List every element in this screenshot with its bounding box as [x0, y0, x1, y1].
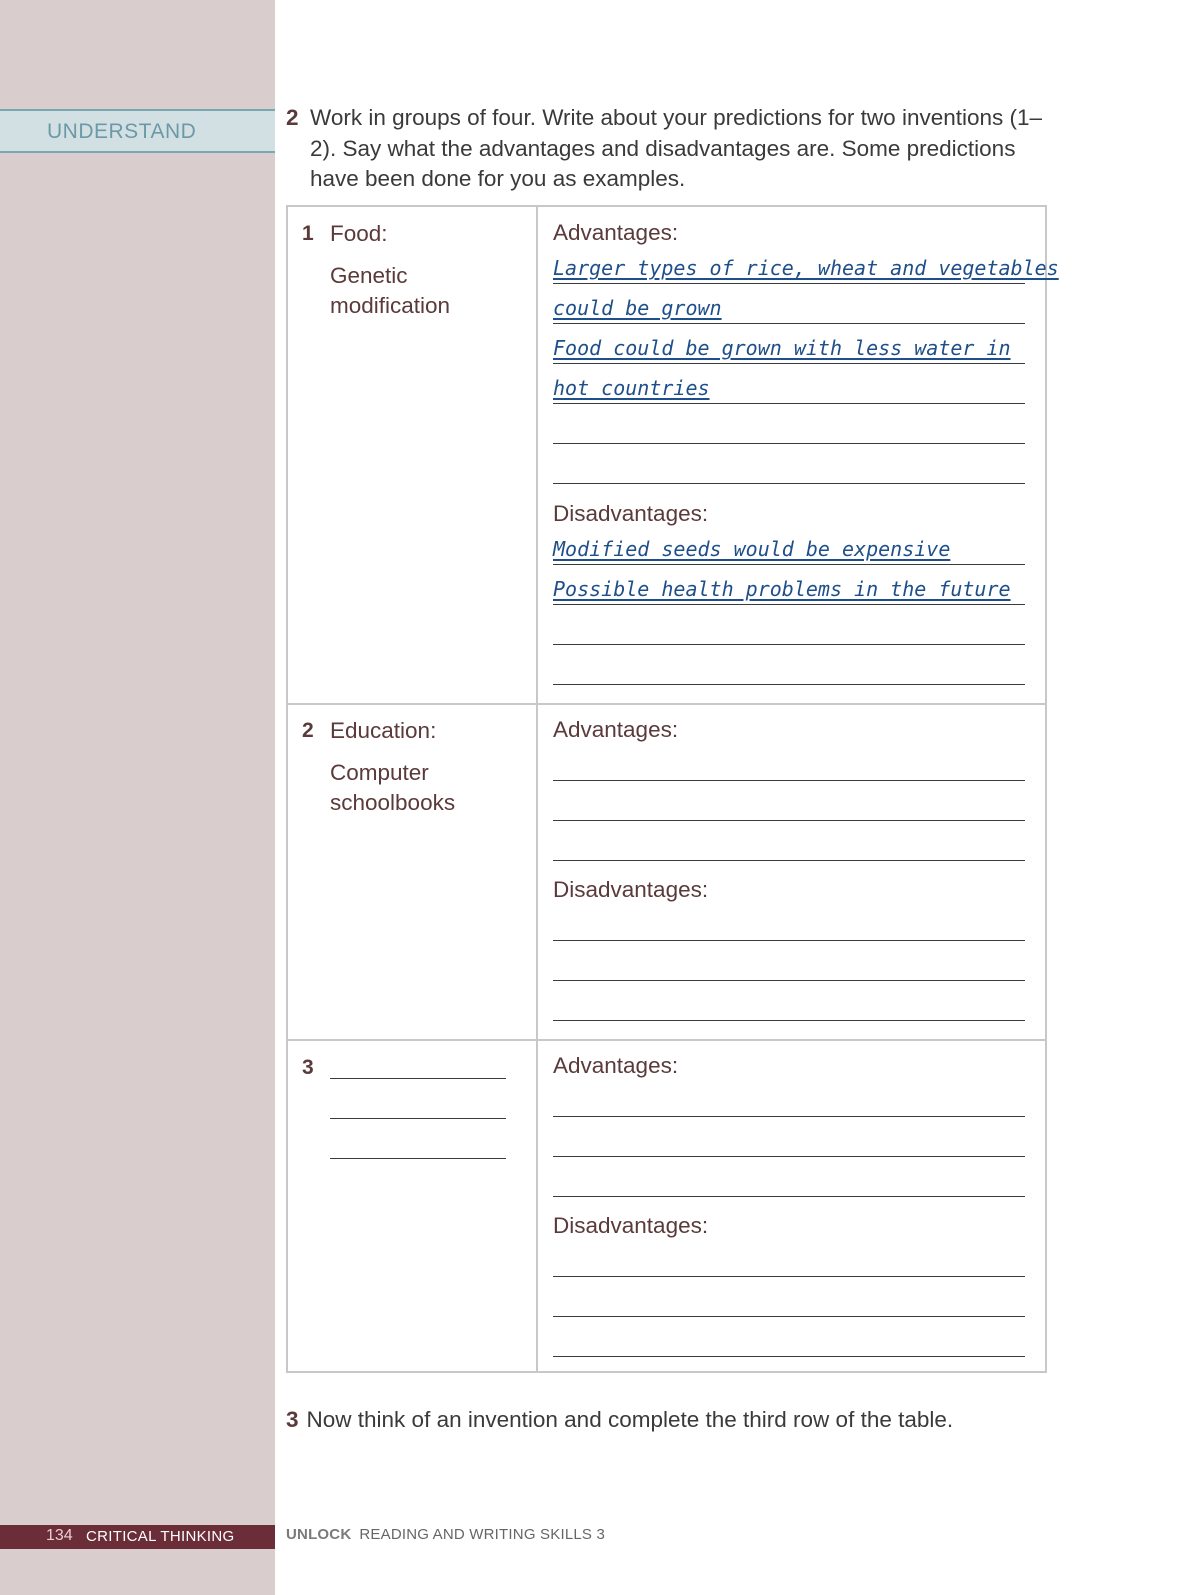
- row-1-advantage-entry: Larger types of rice, wheat and vegetables: [553, 256, 1059, 280]
- answer-line[interactable]: [553, 860, 1025, 861]
- answer-line[interactable]: [553, 820, 1025, 821]
- row-divider: [288, 703, 1045, 705]
- row-divider: [288, 1039, 1045, 1041]
- footer-section-bar: [0, 1525, 275, 1549]
- answer-line[interactable]: [553, 604, 1025, 605]
- row-1-advantages-label: Advantages:: [553, 220, 679, 245]
- answer-line[interactable]: [553, 980, 1025, 981]
- exercise-3-instruction: [286, 1407, 1046, 1433]
- answer-line[interactable]: [553, 403, 1025, 404]
- answer-line[interactable]: [553, 780, 1025, 781]
- row-1-advantage-entry: could be grown: [553, 296, 722, 320]
- row-1-advantage-entry: Food could be grown with less water in: [553, 336, 1011, 360]
- topic-answer-line[interactable]: [330, 1118, 506, 1119]
- brand-logo: UNLOCK: [286, 1526, 352, 1543]
- row-1-disadvantage-entry: Modified seeds would be expensive: [553, 537, 951, 561]
- row-1-disadvantage-entry: Possible health problems in the future: [553, 577, 1011, 601]
- row-1-detail: Genetic: [330, 263, 408, 288]
- exercise-2-text: Work in groups of four. Write about your predictions for two inventions (1–2). Say what the advantages and disadvantages are. Some predictions have been done for you as examples.: [310, 105, 1043, 191]
- exercise-3-number: 3: [286, 1407, 299, 1432]
- footer-book-title: [286, 1526, 605, 1543]
- answer-line[interactable]: [553, 644, 1025, 645]
- answer-line[interactable]: [553, 443, 1025, 444]
- row-1-disadvantages-label: Disadvantages:: [553, 501, 709, 526]
- exercise-3-text: Now think of an invention and complete the third row of the table.: [306, 1407, 954, 1432]
- answer-line[interactable]: [553, 1116, 1025, 1117]
- exercise-2-instruction: [286, 103, 1046, 195]
- row-3-advantages-label: Advantages:: [553, 1053, 679, 1078]
- row-1-advantage-entry: hot countries: [553, 376, 710, 400]
- answer-line[interactable]: [553, 1020, 1025, 1021]
- row-2-topic: Education:: [330, 718, 437, 743]
- row-2-detail: Computer: [330, 760, 429, 785]
- row-3-number: 3: [302, 1056, 314, 1079]
- row-1-number: 1: [302, 222, 314, 245]
- section-label: [0, 109, 275, 153]
- page-number: 134: [46, 1527, 73, 1544]
- answer-line[interactable]: [553, 1156, 1025, 1157]
- answer-line[interactable]: [553, 323, 1025, 324]
- answer-line[interactable]: [553, 483, 1025, 484]
- answer-line[interactable]: [553, 1276, 1025, 1277]
- answer-line[interactable]: [553, 940, 1025, 941]
- row-2-advantages-label: Advantages:: [553, 717, 679, 742]
- topic-answer-line[interactable]: [330, 1078, 506, 1079]
- answer-line[interactable]: [553, 564, 1025, 565]
- row-3-disadvantages-label: Disadvantages:: [553, 1213, 709, 1238]
- row-2-number: 2: [302, 719, 314, 742]
- book-title: READING AND WRITING SKILLS 3: [359, 1526, 606, 1543]
- topic-answer-line[interactable]: [330, 1158, 506, 1159]
- answer-line[interactable]: [553, 1316, 1025, 1317]
- answer-line[interactable]: [553, 283, 1025, 284]
- row-2-disadvantages-label: Disadvantages:: [553, 877, 709, 902]
- answer-line[interactable]: [553, 1356, 1025, 1357]
- row-1-detail: modification: [330, 293, 451, 318]
- answer-line[interactable]: [553, 1196, 1025, 1197]
- row-1-topic: Food:: [330, 221, 388, 246]
- row-2-detail: schoolbooks: [330, 790, 456, 815]
- answer-line[interactable]: [553, 363, 1025, 364]
- sidebar: [0, 0, 275, 1595]
- column-divider: [536, 207, 538, 1371]
- predictions-table: [286, 205, 1059, 1373]
- exercise-2-number: 2: [286, 105, 299, 130]
- section-label-text: UNDERSTAND: [47, 120, 197, 143]
- answer-line[interactable]: [553, 684, 1025, 685]
- footer-section-title: CRITICAL THINKING: [86, 1528, 235, 1545]
